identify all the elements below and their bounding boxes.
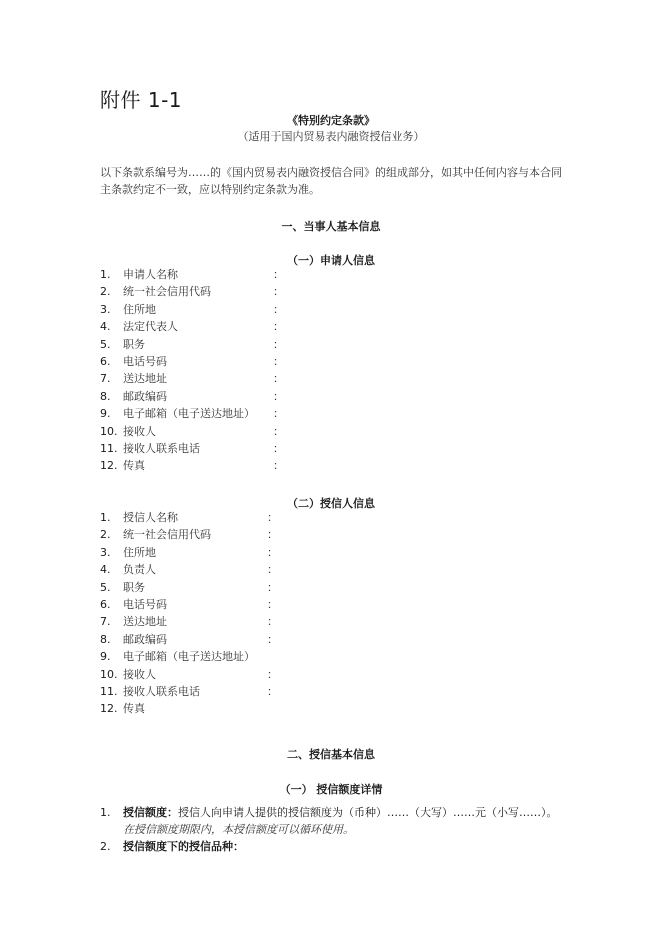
list-number: 1. — [100, 511, 111, 524]
applicant-field-colon: ： — [273, 441, 284, 455]
document-title: 《特别约定条款》 — [287, 114, 375, 127]
credit-item-1 — [100, 804, 570, 838]
list-number: 12. — [100, 459, 118, 473]
list-number: 6. — [100, 354, 111, 368]
credit-limit-details-title: （一） 授信额度详情 — [279, 783, 383, 796]
list-number: 6. — [100, 597, 111, 611]
grantor-field-colon: ： — [267, 684, 278, 698]
applicant-field-colon: ： — [273, 354, 284, 368]
applicant-info-title: （一）申请人信息 — [287, 254, 375, 267]
grantor-field-colon: ： — [267, 597, 278, 611]
applicant-field-colon: ： — [273, 268, 284, 281]
list-number: 11. — [100, 684, 118, 698]
list-number: 4. — [100, 563, 111, 577]
grantor-field-colon: ： — [267, 511, 278, 524]
credit-limit-label: 授信额度： — [123, 806, 178, 819]
applicant-field-label: 电子邮箱（电子送达地址） — [123, 407, 255, 421]
applicant-field-colon: ： — [273, 337, 284, 351]
applicant-field-label: 申请人名称 — [123, 268, 178, 281]
applicant-field-label: 职务 — [123, 337, 145, 351]
grantor-field-label: 送达地址 — [123, 615, 167, 629]
applicant-field-label: 统一社会信用代码 — [123, 285, 211, 299]
intro-paragraph: 以下条款系编号为……的《国内贸易表内融资授信合同》的组成部分，如其中任何内容与本合同主条款约定不一致，应以特别约定条款为准。 — [100, 166, 562, 196]
grantor-field-label: 统一社会信用代码 — [123, 528, 211, 542]
applicant-field-label: 接收人 — [123, 424, 156, 438]
list-number: 7. — [100, 615, 111, 629]
applicant-field-label: 法定代表人 — [123, 320, 178, 334]
applicant-field-label: 送达地址 — [123, 372, 167, 386]
grantor-field-label: 邮政编码 — [123, 632, 167, 646]
section1-title: 一、当事人基本信息 — [281, 220, 381, 233]
grantor-field-label: 传真 — [123, 702, 145, 716]
credit-limit-note: 在授信额度期限内，本授信额度可以循环使用。 — [123, 823, 354, 836]
section2-title: 二、授信基本信息 — [287, 748, 375, 761]
grantor-field-label: 负责人 — [123, 563, 156, 577]
grantor-field-label: 授信人名称 — [123, 511, 178, 524]
grantor-info-title: （二）授信人信息 — [287, 497, 375, 510]
applicant-field-colon: ： — [273, 372, 284, 386]
applicant-field-colon: ： — [273, 302, 284, 316]
list-number: 5. — [100, 580, 111, 594]
grantor-field-colon: ： — [267, 632, 278, 646]
grantor-field-label: 职务 — [123, 580, 145, 594]
grantor-field-colon: ： — [267, 528, 278, 542]
applicant-field-label: 邮政编码 — [123, 389, 167, 403]
grantor-field-colon: ： — [267, 580, 278, 594]
grantor-field-colon: ： — [267, 667, 278, 681]
grantor-field-label: 住所地 — [123, 545, 156, 559]
list-number: 1. — [100, 806, 111, 819]
grantor-field-colon: ： — [267, 545, 278, 559]
applicant-field-label: 接收人联系电话 — [123, 441, 200, 455]
list-number: 11. — [100, 441, 118, 455]
applicant-field-label: 住所地 — [123, 302, 156, 316]
applicant-field-label: 传真 — [123, 459, 145, 473]
applicant-field-colon: ： — [273, 389, 284, 403]
credit-product-label: 授信额度下的授信品种： — [123, 840, 244, 853]
list-number: 10. — [100, 424, 118, 438]
credit-items — [100, 804, 570, 855]
grantor-field-label: 电话号码 — [123, 597, 167, 611]
applicant-field-colon: ： — [273, 424, 284, 438]
applicant-field-label: 电话号码 — [123, 354, 167, 368]
document-subtitle: （适用于国内贸易表内融资授信业务） — [237, 130, 425, 143]
list-number: 5. — [100, 337, 111, 351]
grantor-field-colon: ： — [267, 563, 278, 577]
list-number: 1. — [100, 268, 111, 281]
list-number: 12. — [100, 702, 118, 716]
applicant-field-colon: ： — [273, 459, 284, 473]
credit-limit-text: 授信人向申请人提供的授信额度为（币种）……（大写）……元（小写……）。 — [178, 806, 558, 819]
list-number: 3. — [100, 545, 111, 559]
credit-item-2 — [100, 838, 570, 855]
list-number: 2. — [100, 840, 111, 853]
list-number: 8. — [100, 632, 111, 646]
list-number: 8. — [100, 389, 111, 403]
grantor-field-label: 接收人 — [123, 667, 156, 681]
grantor-field-colon: ： — [267, 615, 278, 629]
applicant-field-colon: ： — [273, 407, 284, 421]
list-number: 3. — [100, 302, 111, 316]
list-number: 9. — [100, 650, 111, 664]
list-number: 10. — [100, 667, 118, 681]
grantor-field-label: 接收人联系电话 — [123, 684, 200, 698]
list-number: 9. — [100, 407, 111, 421]
applicant-field-colon: ： — [273, 285, 284, 299]
list-number: 4. — [100, 320, 111, 334]
attachment-heading: 附件 1-1 — [100, 88, 183, 112]
list-number: 2. — [100, 285, 111, 299]
list-number: 2. — [100, 528, 111, 542]
grantor-field-label: 电子邮箱（电子送达地址） — [123, 650, 255, 664]
list-number: 7. — [100, 372, 111, 386]
applicant-field-colon: ： — [273, 320, 284, 334]
